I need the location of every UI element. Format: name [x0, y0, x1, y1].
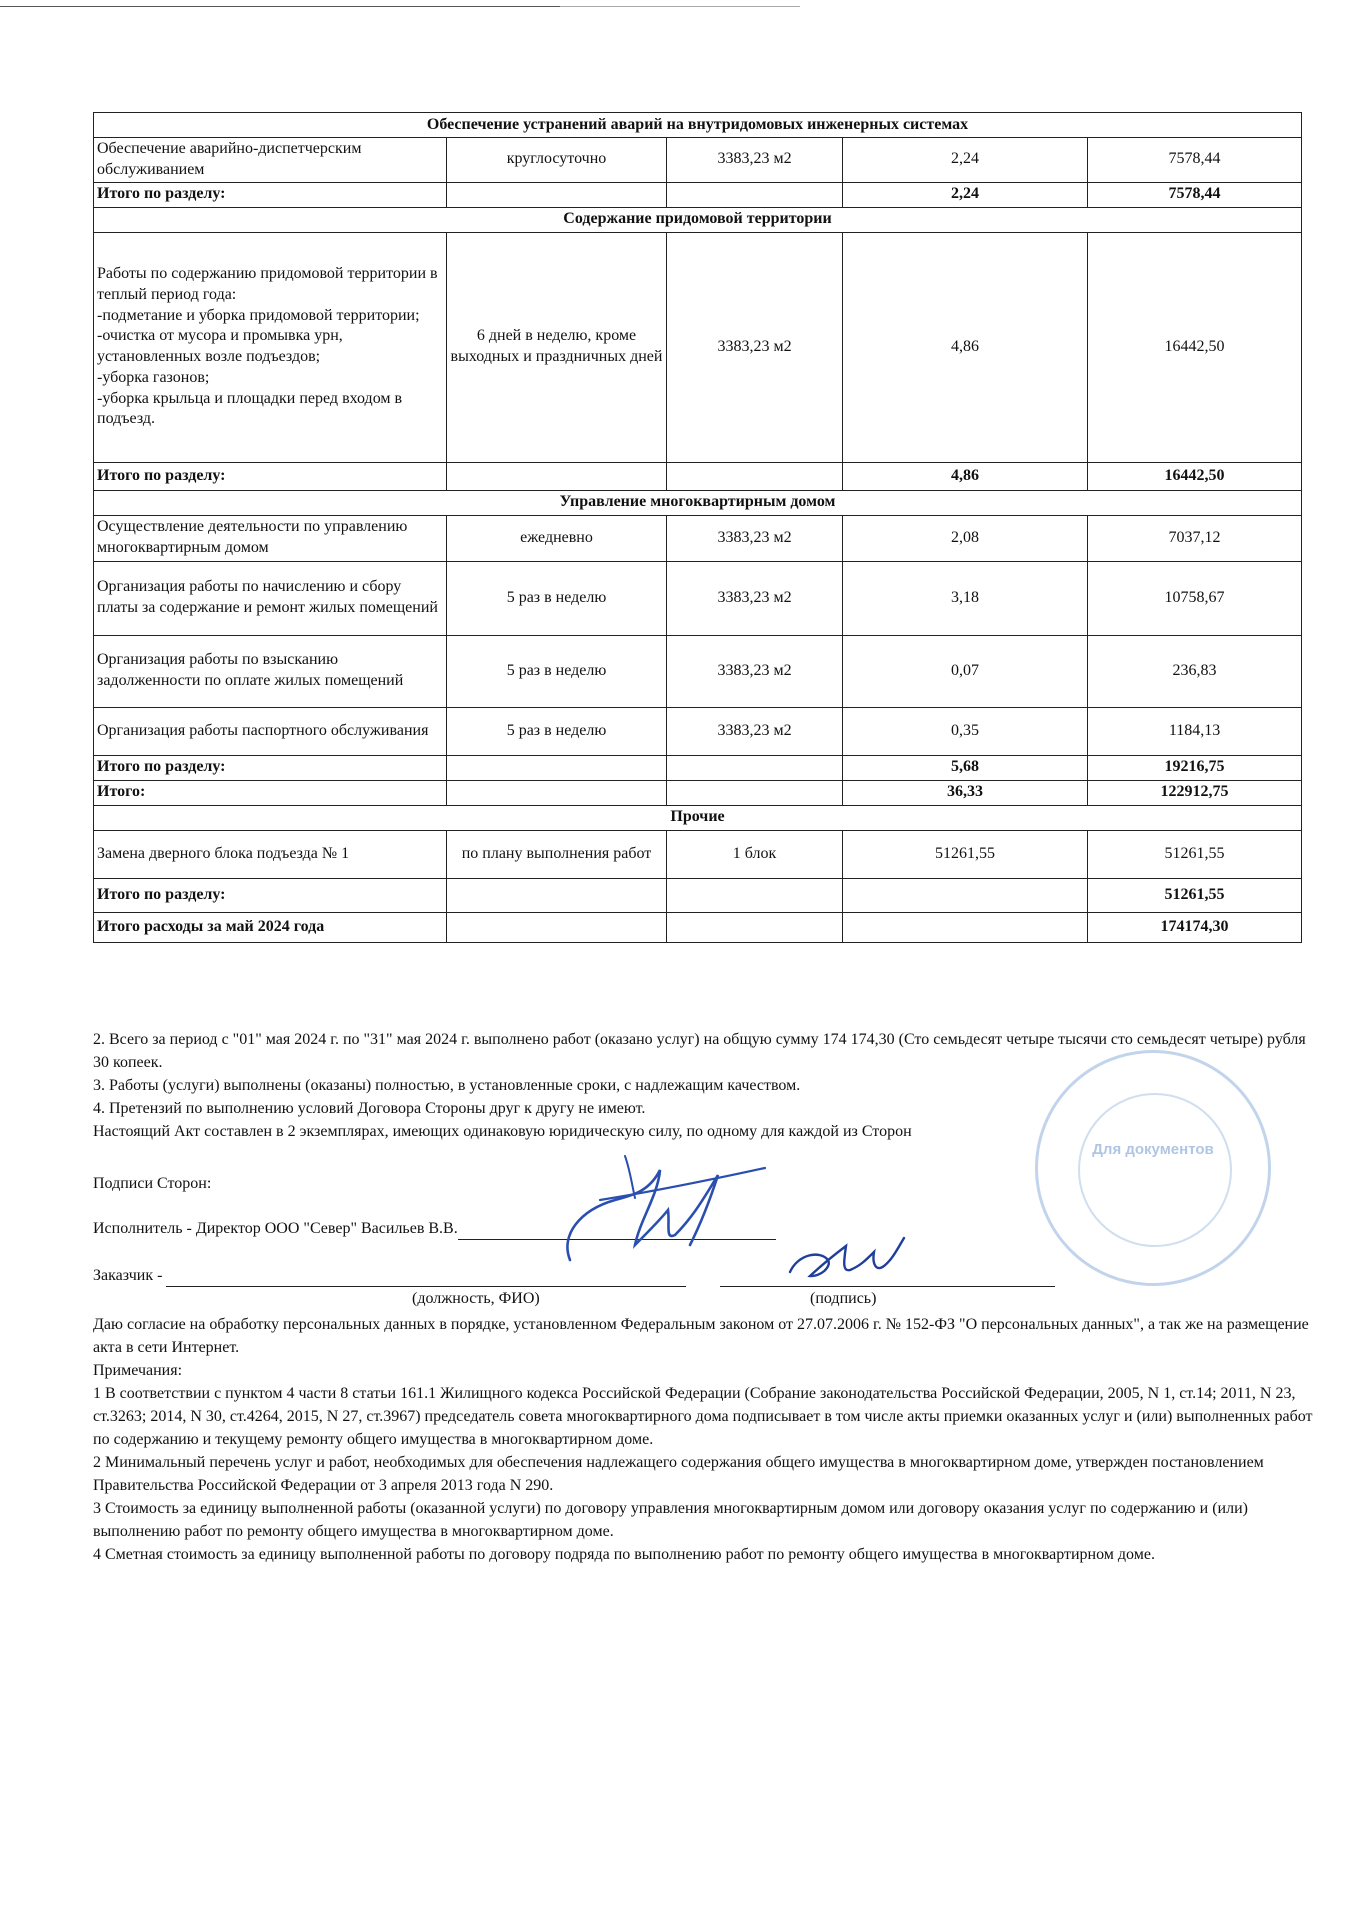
table-row: Организация работы по взысканию задолженности по оплате жилых помещений 5 раз в неделю 3383,23 м2 0,07 236,83: [94, 635, 1302, 707]
section-total-row: Итого по разделу: 2,24 7578,44: [94, 182, 1302, 207]
round-stamp-inner-ring: [1078, 1093, 1232, 1247]
statement-quality: 3. Работы (услуги) выполнены (оказаны) полностью, в установленные сроки, с надлежащим качеством.: [93, 1077, 801, 1094]
scan-edge-line-faint: [560, 6, 800, 7]
caption-signature: (подпись): [810, 1290, 877, 1307]
note-3: 3 Стоимость за единицу выполненной работы (оказанной услуги) по договору управления многоквартирным домом или договору оказания услуг по содержанию и (или) выполнению работ по ремонту общего имущества в многоквартирном доме.: [93, 1500, 1248, 1540]
customer-signature: [780, 1232, 910, 1292]
table-row: Обеспечение аварийно-диспетчерским обслуживанием круглосуточно 3383,23 м2 2,24 7578,44: [94, 138, 1302, 183]
table-row: Осуществление деятельности по управлению многоквартирным домом ежедневно 3383,23 м2 2,08 7037,12: [94, 515, 1302, 561]
section-total-row: Итого по разделу: 51261,55: [94, 878, 1302, 912]
statement-claims: 4. Претензий по выполнению условий Договора Стороны друг к другу не имеют.: [93, 1100, 646, 1117]
table-row: Организация работы по начислению и сбору платы за содержание и ремонт жилых помещений 5 раз в неделю 3383,23 м2 3,18 10758,67: [94, 561, 1302, 635]
section-total-row: Итого по разделу: 4,86 16442,50: [94, 462, 1302, 490]
executor-signature: [540, 1150, 770, 1280]
table-row: Замена дверного блока подъезда № 1 по плану выполнения работ 1 блок 51261,55 51261,55: [94, 830, 1302, 878]
round-stamp: [1035, 1050, 1271, 1286]
grand-total-row: Итого: 36,33 122912,75: [94, 780, 1302, 805]
statement-copies: Настоящий Акт составлен в 2 экземплярах, имеющих одинаковую юридическую силу, по одному для каждой из Сторон: [93, 1123, 912, 1140]
customer-label: Заказчик -: [93, 1267, 163, 1284]
stamp-label: Для документов: [1092, 1141, 1214, 1158]
notes-title: Примечания:: [93, 1362, 183, 1379]
final-total-row: Итого расходы за май 2024 года 174174,30: [94, 912, 1302, 942]
executor-label: Исполнитель - Директор ООО "Север" Васильев В.В.: [93, 1220, 458, 1237]
note-4: 4 Сметная стоимость за единицу выполненной работы по договору подряда по выполнению работ по ремонту общего имущества в многоквартирном доме.: [93, 1546, 1155, 1563]
table-row: Организация работы паспортного обслуживания 5 раз в неделю 3383,23 м2 0,35 1184,13: [94, 707, 1302, 755]
caption-position: (должность, ФИО): [412, 1290, 540, 1307]
section-title-other: Прочие: [94, 805, 1302, 830]
section-title-management: Управление многоквартирным домом: [94, 490, 1302, 515]
notes-block: [93, 1313, 1313, 1566]
note-2: 2 Минимальный перечень услуг и работ, необходимых для обеспечения надлежащего содержания общего имущества в многоквартирном доме, утвержден постановлением Правительства Российской Федерации от 3 апреля 2013 года N 290.: [93, 1454, 1264, 1494]
section-title-territory: Содержание придомовой территории: [94, 207, 1302, 232]
territory-works-cell: Работы по содержанию придомовой территории в теплый период года: -подметание и уборка придомовой территории; -очистка от мусора и промывка урн, установленных возле подъездов; -уборка газонов; -уборка крыльца и площадки перед входом в подъезд.: [94, 232, 447, 462]
note-1: 1 В соответствии с пунктом 4 части 8 статьи 161.1 Жилищного кодекса Российской Федерации (Собрание законодательства Российской Федерации, 2005, N 1, ст.14; 2011, N 23, ст.3263; 2014, N 30, ст.4264, 2015, N 27, ст.3967) председатель совета многоквартирного дома подписывает в том числе акты приемки оказанных услуг и (или) выполненных работ по содержанию и текущему ремонту общего имущества в многоквартирном доме.: [93, 1385, 1313, 1448]
scan-edge-line: [0, 6, 560, 7]
statement-total: 2. Всего за период с "01" мая 2024 г. по "31" мая 2024 г. выполнено работ (оказано услуг) на общую сумму 174 174,30 (Сто семьдесят четыре тысячи сто семьдесят четыре) рубля 30 копеек.: [93, 1031, 1306, 1071]
section-title-emergency: Обеспечение устранений аварий на внутридомовых инженерных системах: [94, 113, 1302, 138]
services-table: [93, 112, 1302, 943]
signatures-heading: Подписи Сторон:: [93, 1175, 212, 1192]
table-row: Работы по содержанию придомовой территории в теплый период года: -подметание и уборка придомовой территории; -очистка от мусора и промывка урн, установленных возле подъездов; -уборка газонов; -уборка крыльца и площадки перед входом в подъезд. 6 дней в неделю, кроме выходных и праздничных дней 3383,23 м2 4,86 16442,50: [94, 232, 1302, 462]
section-total-row: Итого по разделу: 5,68 19216,75: [94, 755, 1302, 780]
consent-text: Даю согласие на обработку персональных данных в порядке, установленном Федеральным законом от 27.07.2006 г. № 152-ФЗ "О персональных данных", а так же на размещение акта в сети Интернет.: [93, 1316, 1309, 1356]
